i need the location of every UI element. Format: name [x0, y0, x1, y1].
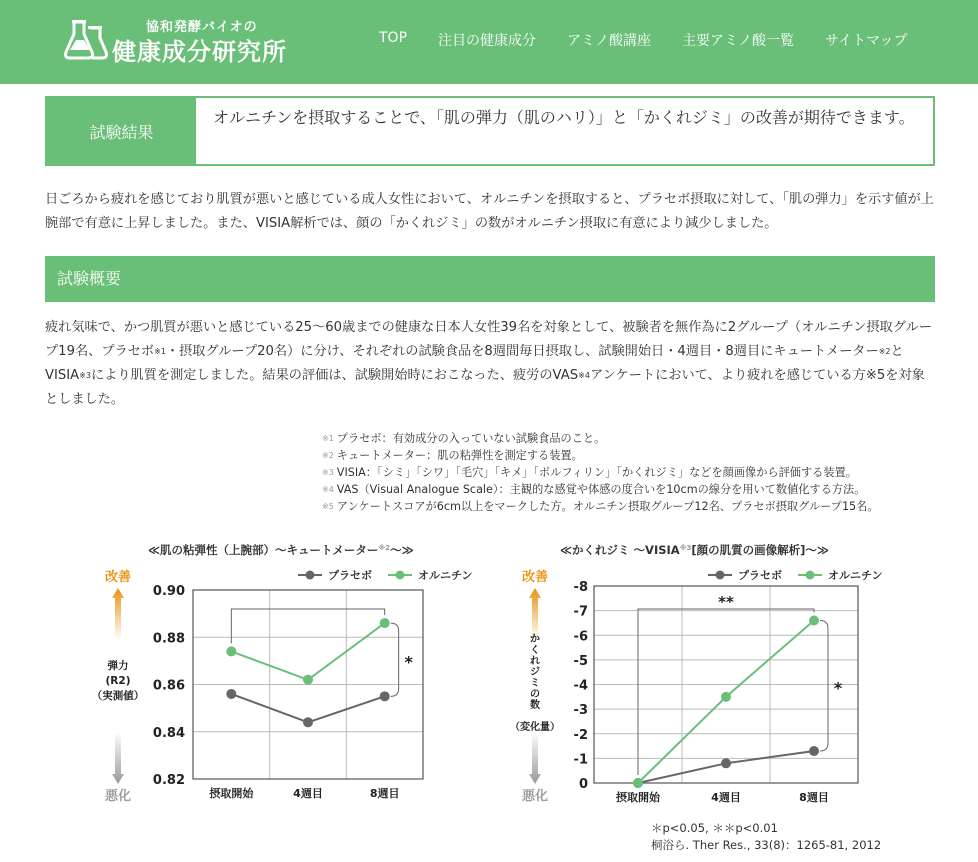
note-ref-1: ※1 [154, 347, 166, 356]
y-tick-label: 0.86 [152, 678, 185, 694]
overview-text-1: 疲れ気味で、かつ肌質が悪いと感じている25～60歳までの健康な日本人女性39名を対象として、被験者を無作為に2グループ（オルニチン摂取グループ19名、プラセボ [45, 320, 932, 359]
worse-label: 悪化 [104, 789, 132, 804]
x-tick-label: 摂取開始 [209, 787, 254, 800]
note-ref-2: ※2 [878, 347, 891, 356]
data-point [721, 692, 731, 702]
y-tick-label: -6 [573, 629, 588, 645]
note-text: プラセボ：有効成分の入っていない試験食品のこと。 [336, 432, 606, 445]
significance-mark: * [404, 652, 413, 672]
significance-bracket [231, 609, 384, 643]
logo-subtitle: 協和発酵バイオの [146, 20, 258, 35]
data-point [809, 746, 819, 756]
arrow-down-icon [112, 732, 124, 784]
significance-note: ＊p<0.05, ＊＊p<0.01 [651, 821, 778, 835]
note-item [322, 498, 962, 515]
note-item [322, 481, 962, 498]
note-ref-3: ※3 [79, 371, 91, 380]
data-point [721, 758, 731, 768]
data-point [303, 675, 313, 685]
y-tick-label: 0.84 [152, 725, 185, 741]
overview-text-5: アンケートにおいて、より疲れを感じている方※5を対象としました。 [45, 368, 925, 407]
y-axis-label: （実測値） [91, 690, 145, 702]
summary-text: 日ごろから疲れを感じており肌質が悪いと感じている成人女性において、オルニチンを摂取すると、プラセボ摂取に対して、「肌の弾力」を示す値が上腕部で有意に上昇しました。また、VISIA解析では、顔の「かくれジミ」の数がオルニチン摂取に有意により減少しました。 [45, 192, 934, 231]
y-tick-label: 0.90 [152, 584, 185, 599]
data-point [633, 778, 643, 788]
legend-label: プラセボ [738, 569, 782, 582]
y-axis-label-char: の [530, 689, 540, 700]
y-axis-label: （変化量） [510, 722, 560, 733]
section-title-overview: 試験概要 [45, 256, 935, 302]
nav-top[interactable]: TOP [379, 30, 408, 46]
result-label: 試験結果 [47, 98, 196, 164]
x-tick-label: 8週目 [799, 791, 829, 804]
arrow-down-icon [529, 732, 541, 784]
note-item [322, 447, 962, 464]
y-axis-label-char: 数 [530, 700, 540, 711]
y-tick-label: -4 [573, 678, 588, 694]
y-axis-label-char: れ [530, 656, 540, 667]
note-ref: ※3 [322, 468, 334, 477]
note-text: VISIA：「シミ」「シワ」「毛穴」「キメ」「ポルフィリン」「かくれジミ」などを顔画像から評価する装置。 [336, 466, 857, 479]
logo-title: 健康成分研究所 [112, 38, 287, 66]
better-label: 改善 [521, 570, 549, 585]
legend-label: オルニチン [828, 569, 883, 582]
data-point [380, 618, 390, 628]
note-ref: ※5 [322, 502, 334, 511]
note-item [322, 430, 962, 447]
y-tick-label: -8 [573, 580, 588, 595]
arrow-up-icon [112, 588, 124, 640]
legend-marker [716, 571, 725, 580]
data-point [809, 615, 819, 625]
x-tick-label: 4週目 [711, 791, 741, 804]
note-ref-4: ※4 [578, 371, 590, 380]
y-axis-label-char: ミ [530, 678, 540, 689]
note-text: VAS（Visual Analogue Scale）：主観的な感覚や体感の度合いを10cmの線分を用いて数値化する方法。 [336, 483, 866, 496]
nav-sitemap[interactable]: サイトマップ [825, 33, 908, 49]
significance-mark: ** [718, 593, 734, 611]
result-text: オルニチンを摂取することで、「肌の弾力（肌のハリ）」と「かくれジミ」の改善が期待できます。 [213, 108, 915, 127]
y-tick-label: 0.82 [152, 773, 185, 788]
chart-elasticity [91, 538, 480, 808]
worse-label: 悪化 [521, 789, 549, 804]
y-axis-label-char: く [530, 645, 540, 656]
data-point [380, 691, 390, 701]
chart-hidden-spots-svg [508, 538, 888, 808]
overview-text [45, 316, 937, 412]
legend-label: プラセボ [328, 569, 372, 582]
legend-marker [396, 571, 405, 580]
site-header [0, 0, 978, 84]
x-tick-label: 4週目 [293, 787, 323, 800]
series-line [231, 623, 384, 680]
y-tick-label: -1 [573, 752, 588, 768]
legend-label: オルニチン [418, 569, 473, 582]
better-label: 改善 [104, 570, 132, 585]
result-box [45, 96, 935, 166]
overview-text-2: ・摂取グループ20名）に分け、それぞれの試験食品を8週間毎日摂取し、試験開始日・4週目・8週目にキュートメーター [165, 344, 879, 359]
y-axis-label-char: か [530, 634, 540, 645]
note-ref: ※2 [322, 451, 334, 460]
nav-featured[interactable]: 注目の健康成分 [438, 33, 536, 49]
note-ref: ※1 [322, 434, 334, 443]
y-tick-label: -3 [573, 703, 588, 719]
significance-bracket [820, 620, 828, 751]
significance-mark: * [833, 678, 843, 698]
main-nav [0, 30, 978, 50]
chart-hidden-spots [508, 538, 888, 808]
chart-title: ≪かくれジミ ～VISIA$^{※3}$[顔の肌質の画像解析]～≫ [560, 543, 829, 557]
y-tick-label: -2 [573, 727, 588, 743]
y-tick-label: 0 [578, 777, 588, 792]
x-tick-label: 8週目 [369, 787, 400, 800]
overview-text-4: により肌質を測定しました。結果の評価は、試験開始時におこなった、疲労のVAS [91, 368, 579, 383]
nav-amino-list[interactable]: 主要アミノ酸一覧 [682, 33, 794, 49]
legend-marker [306, 571, 315, 580]
data-point [226, 689, 236, 699]
x-tick-label: 摂取開始 [616, 791, 660, 804]
significance-bracket [391, 623, 399, 696]
overview-text-3: とVISIA [45, 344, 904, 383]
nav-amino-course[interactable]: アミノ酸講座 [567, 33, 651, 49]
data-point [226, 646, 236, 656]
chart-elasticity-svg [91, 538, 480, 808]
notes-list [322, 430, 962, 515]
note-text: アンケートスコアが6cm以上をマークした方。オルニチン摂取グループ12名、プラセボ摂取グループ15名。 [336, 500, 879, 513]
data-point [303, 717, 313, 727]
note-text: キュートメーター：肌の粘弾性を測定する装置。 [336, 449, 583, 462]
y-axis-label: (R2) [105, 675, 131, 687]
chart-footnote [651, 820, 881, 854]
y-tick-label: 0.88 [152, 631, 185, 647]
note-ref: ※4 [322, 485, 334, 494]
note-item [322, 464, 962, 481]
y-tick-label: -7 [573, 604, 588, 620]
y-tick-label: -5 [573, 653, 588, 669]
reference-note: 桐浴ら. Ther Res., 33(8)：1265-81, 2012 [651, 838, 882, 852]
y-axis-label: 弾力 [107, 660, 129, 672]
y-axis-label-char: ジ [530, 667, 540, 678]
chart-title: ≪肌の粘弾性（上腕部）～キュートメーター$^{※2}$～≫ [148, 543, 414, 557]
arrow-up-icon [529, 588, 541, 640]
legend-marker [806, 571, 815, 580]
